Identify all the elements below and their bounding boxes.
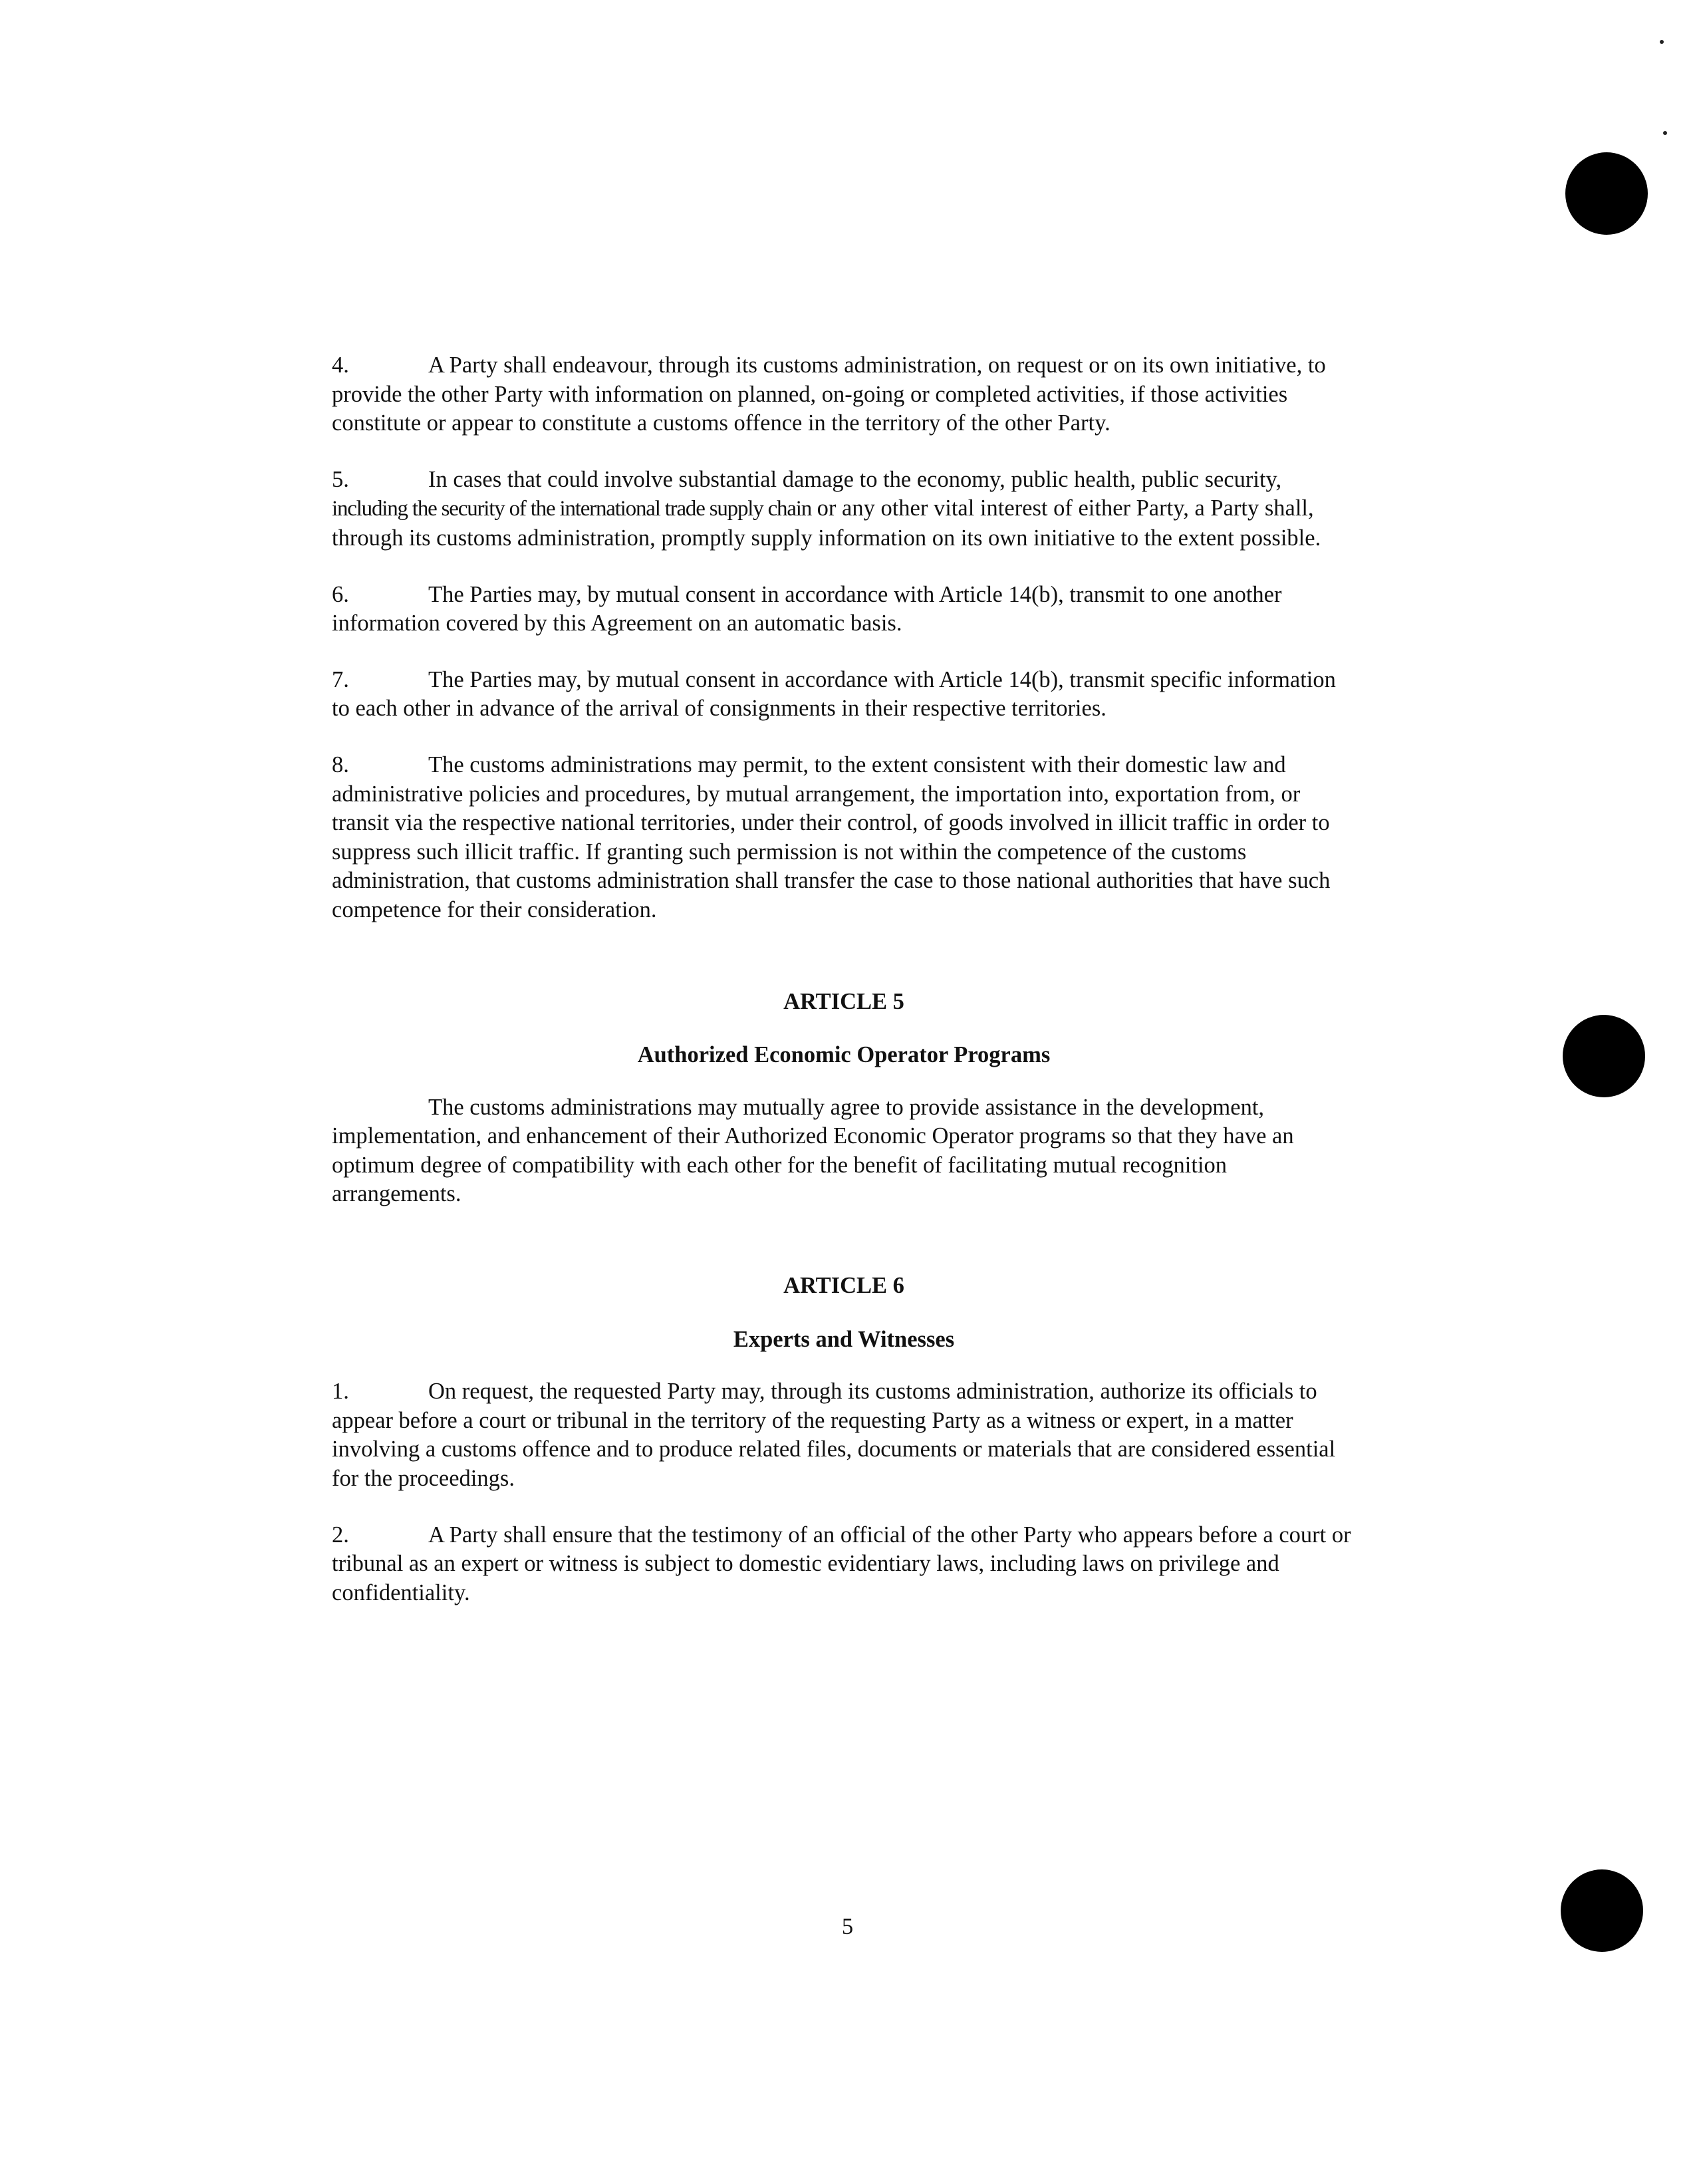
paragraph-number: 1. <box>332 1379 349 1405</box>
article-5-heading: ARTICLE 5 <box>783 988 904 1014</box>
paragraph-5 <box>332 466 1356 553</box>
paragraph-7 <box>332 666 1356 724</box>
page-number: 5 <box>841 1914 854 1939</box>
paragraph-number: 8. <box>332 751 349 777</box>
paragraph-text: The Parties may, by mutual consent in accordance with Article 14(b), transmit specific information to each other in advance of the arrival of consignments in their respective territories. <box>332 666 1336 722</box>
paragraph-text: A Party shall endeavour, through its customs administration, on request or on its own initiative, to provide the other Party with information on planned, on-going or completed activities, if those activities constitute or appear to constitute a customs offence in the territory of the other Party. <box>332 352 1326 436</box>
page-content <box>332 351 1356 1635</box>
article-5-paragraph <box>332 1093 1356 1209</box>
article-6-paragraph-1 <box>332 1377 1356 1493</box>
paragraph-number: 5. <box>332 466 349 492</box>
article-6-paragraph-2 <box>332 1521 1356 1608</box>
scan-speck <box>1663 131 1667 135</box>
paragraph-text: On request, the requested Party may, through its customs administration, authorize its officials to appear before a court or tribunal in the territory of the requesting Party as a witness or expert, in a matter involving a customs offence and to produce related files, documents or materials that are considered essential for the proceedings. <box>332 1379 1336 1492</box>
paragraph-text: In cases that could involve substantial damage to the economy, public health, public security, <box>428 466 1282 492</box>
scan-speck <box>1660 40 1664 44</box>
paragraph-number: 6. <box>332 581 349 607</box>
binder-hole <box>1563 1015 1645 1097</box>
paragraph-text: A Party shall ensure that the testimony of an official of the other Party who appears before a court or tribunal as an expert or witness is subject to domestic evidentiary laws, including laws on privilege and confidentiality. <box>332 1522 1351 1605</box>
paragraph-text: The customs administrations may mutually agree to provide assistance in the development, implementation, and enhancement of their Authorized Economic Operator programs so that they have an optimum degree of compatibility with each other for the benefit of facilitating mutual recognition arrangements. <box>332 1094 1294 1207</box>
paragraph-number: 4. <box>332 352 349 378</box>
paragraph-text: The Parties may, by mutual consent in accordance with Article 14(b), transmit to one another information covered by this Agreement on an automatic basis. <box>332 581 1282 636</box>
paragraph-8 <box>332 751 1356 925</box>
article-5-title: Authorized Economic Operator Programs <box>637 1042 1051 1068</box>
article-6-title: Experts and Witnesses <box>733 1326 955 1352</box>
paragraph-6 <box>332 581 1356 638</box>
paragraph-4 <box>332 351 1356 438</box>
paragraph-number: 7. <box>332 666 349 692</box>
binder-hole <box>1565 152 1648 235</box>
paragraph-text: or any other vital interest of either Party, a Party shall, through its customs administration, promptly supply information on its own initiative to the extent possible. <box>332 495 1321 551</box>
paragraph-number: 2. <box>332 1522 349 1548</box>
paragraph-text-condensed: including the security of the international trade supply chain <box>332 497 812 521</box>
article-6-heading: ARTICLE 6 <box>783 1273 904 1299</box>
paragraph-text: The customs administrations may permit, to the extent consistent with their domestic law and administrative policies and procedures, by mutual arrangement, the importation into, exportation from, or transit via the respective national territories, under their control, of goods involved in illicit traffic in order to suppress such illicit traffic. If granting such permission is not within the competence of the customs administration, that customs administration shall transfer the case to those national authorities that have such competence for their consideration. <box>332 751 1331 922</box>
